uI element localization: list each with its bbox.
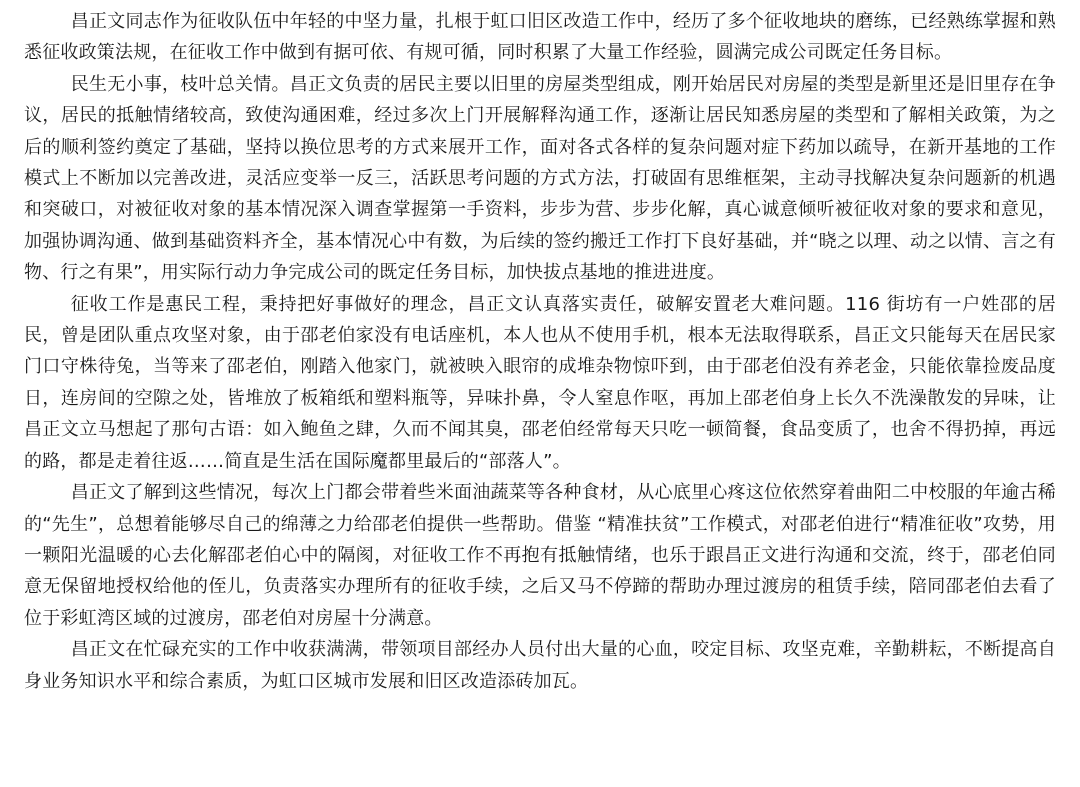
paragraph-4: 昌正文了解到这些情况，每次上门都会带着些米面油蔬菜等各种食材，从心底里心疼这位依然穿着曲阳二中校服的年逾古稀的“先生”，总想着能够尽自己的绵薄之力给邵老伯提供一些帮助。借鉴 “精准扶贫”工作模式，对邵老伯进行“精准征收”攻势，用一颗阳光温暖的心去化解邵老伯心中的隔阂，对征收工作不再抱有抵触情绪，也乐于跟昌正文进行沟通和交流，终于，邵老伯同意无保留地授权给他的侄儿，负责落实办理所有的征收手续，之后又马不停蹄的帮助办理过渡房的租赁手续，陪同邵老伯去看了位于彩虹湾区域的过渡房，邵老伯对房屋十分满意。 [24, 482, 1056, 629]
paragraph-5: 昌正文在忙碌充实的工作中收获满满，带领项目部经办人员付出大量的心血，咬定目标、攻坚克难，辛勤耕耘，不断提高自身业务知识水平和综合素质，为虹口区城市发展和旧区改造添砖加瓦。 [24, 639, 1056, 692]
article-body [24, 6, 1056, 697]
paragraph-3: 征收工作是惠民工程，秉持把好事做好的理念，昌正文认真落实责任，破解安置老大难问题。116 街坊有一户姓邵的居民，曾是团队重点攻坚对象，由于邵老伯家没有电话座机，本人也从不使用手机，根本无法取得联系，昌正文只能每天在居民家门口守株待兔，当等来了邵老伯，刚踏入他家门，就被映入眼帘的成堆杂物惊吓到，由于邵老伯没有养老金，只能依靠捡废品度日，连房间的空隙之处，皆堆放了板箱纸和塑料瓶等，异味扑鼻，令人窒息作呕，再加上邵老伯身上长久不洗澡散发的异味，让昌正文立马想起了那句古语：如入鲍鱼之肆，久而不闻其臭，邵老伯经常每天只吃一顿简餐，食品变质了，也舍不得扔掉，再远的路，都是走着往返……简直是生活在国际魔都里最后的“部落人”。 [24, 293, 1056, 472]
paragraph-2: 民生无小事，枝叶总关情。昌正文负责的居民主要以旧里的房屋类型组成，刚开始居民对房屋的类型是新里还是旧里存在争议，居民的抵触情绪较高，致使沟通困难，经过多次上门开展解释沟通工作，逐渐让居民知悉房屋的类型和了解相关政策，为之后的顺利签约奠定了基础，坚持以换位思考的方式来展开工作，面对各式各样的复杂问题对症下药加以疏导，在新开基地的工作模式上不断加以完善改进，灵活应变举一反三，活跃思考问题的方式方法，打破固有思维框架，主动寻找解决复杂问题新的机遇和突破口，对被征收对象的基本情况深入调查掌握第一手资料，步步为营、步步化解，真心诚意倾听被征收对象的要求和意见，加强协调沟通、做到基础资料齐全，基本情况心中有数，为后续的签约搬迁工作打下良好基础，并“晓之以理、动之以情、言之有物、行之有果”，用实际行动力争完成公司的既定任务目标，加快拔点基地的推进进度。 [24, 73, 1056, 284]
paragraph-1: 昌正文同志作为征收队伍中年轻的中坚力量，扎根于虹口旧区改造工作中，经历了多个征收地块的磨练，已经熟练掌握和熟悉征收政策法规，在征收工作中做到有据可依、有规可循，同时积累了大量工作经验，圆满完成公司既定任务目标。 [24, 11, 1056, 64]
